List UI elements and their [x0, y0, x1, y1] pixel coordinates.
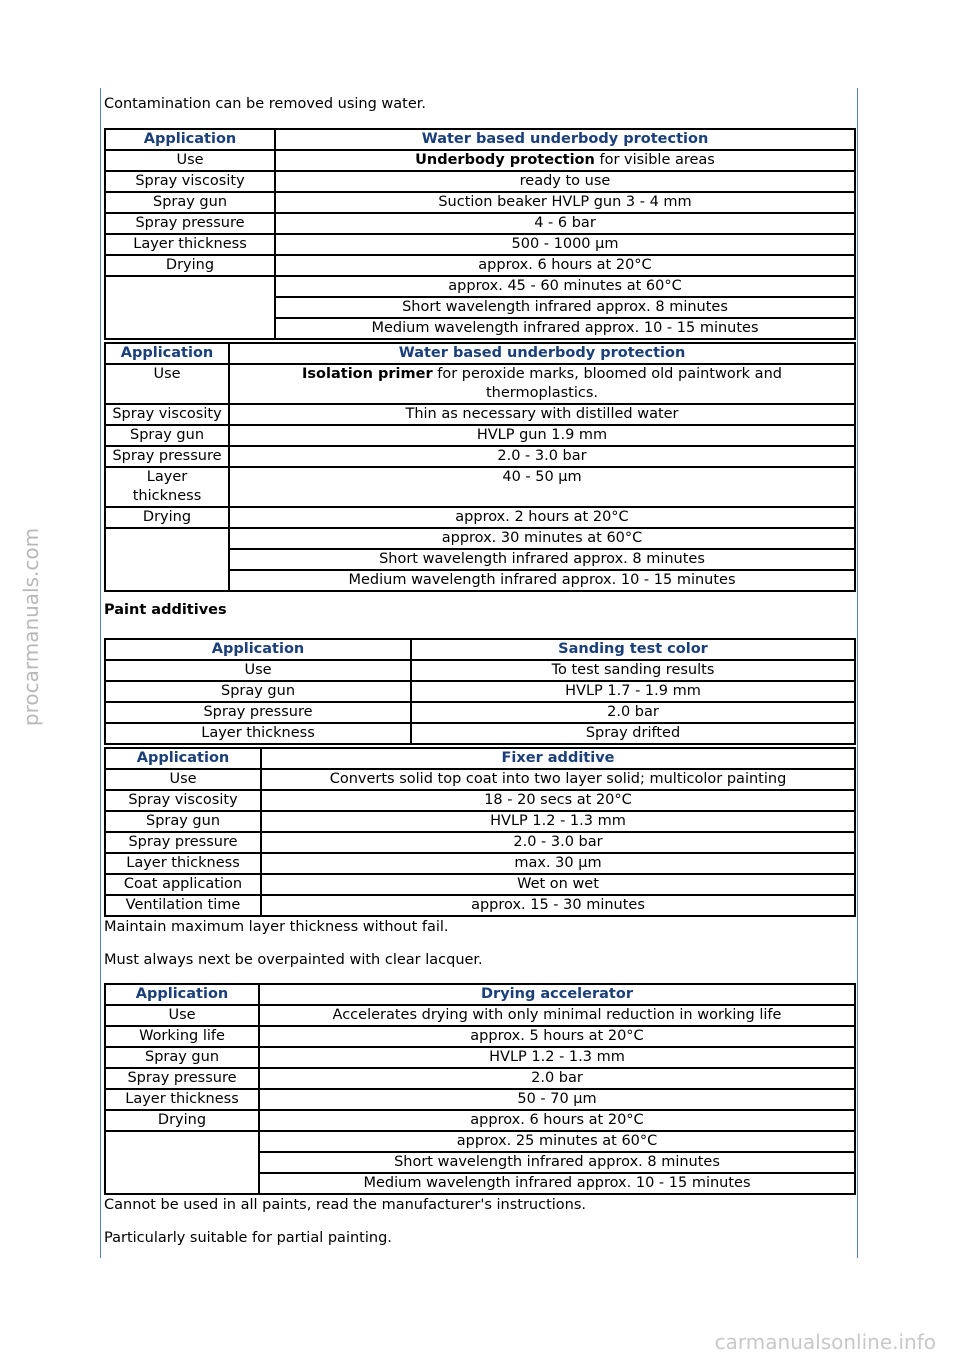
- row-label: Drying: [105, 507, 229, 528]
- table-row: [105, 276, 855, 297]
- row-label: Layer thickness: [105, 723, 411, 744]
- table-row: [105, 425, 855, 446]
- row-value: Suction beaker HVLP gun 3 - 4 mm: [275, 192, 855, 213]
- row-label: Layer thickness: [105, 234, 275, 255]
- row-label: Spray gun: [105, 811, 261, 832]
- use-bold-text: Underbody protection: [415, 152, 595, 168]
- row-label: Layer thickness: [105, 1089, 259, 1110]
- table-row: [105, 192, 855, 213]
- row-value: ready to use: [275, 171, 855, 192]
- row-value: 2.0 - 3.0 bar: [261, 832, 855, 853]
- row-value: 2.0 - 3.0 bar: [229, 446, 855, 467]
- table-row: [105, 1110, 855, 1131]
- table-row: [105, 1005, 855, 1026]
- row-value: Short wavelength infrared approx. 8 minutes: [275, 297, 855, 318]
- page-border-right: [857, 88, 858, 1258]
- row-value: 2.0 bar: [411, 702, 855, 723]
- row-label: Working life: [105, 1026, 259, 1047]
- table-row: [105, 446, 855, 467]
- row-value: approx. 15 - 30 minutes: [261, 895, 855, 916]
- header-application: Application: [105, 984, 259, 1005]
- row-label: Use: [105, 660, 411, 681]
- table-row: [105, 150, 855, 171]
- row-value: 500 - 1000 µm: [275, 234, 855, 255]
- row-value: Medium wavelength infrared approx. 10 - 15 minutes: [229, 570, 855, 591]
- row-value: Medium wavelength infrared approx. 10 - 15 minutes: [275, 318, 855, 339]
- table-row: [105, 702, 855, 723]
- row-value: Wet on wet: [261, 874, 855, 895]
- row-value: Thin as necessary with distilled water: [229, 404, 855, 425]
- table-row: [105, 681, 855, 702]
- row-value: approx. 5 hours at 20°C: [259, 1026, 855, 1047]
- table-row: [105, 769, 855, 790]
- use-bold-text: Isolation primer: [302, 366, 433, 382]
- row-label-empty: [105, 528, 229, 591]
- table-row: [105, 723, 855, 744]
- header-product: Drying accelerator: [259, 984, 855, 1005]
- table-row: [105, 832, 855, 853]
- row-value: approx. 6 hours at 20°C: [259, 1110, 855, 1131]
- spec-table-sanding-test-color: [104, 638, 856, 745]
- row-value: 4 - 6 bar: [275, 213, 855, 234]
- table-row: [105, 895, 855, 916]
- table-row: [105, 364, 855, 404]
- row-label: Use: [105, 364, 229, 404]
- use-rest-text: for peroxide marks, bloomed old paintwork and thermoplastics.: [432, 366, 782, 401]
- spec-table-fixer-additive: [104, 747, 856, 917]
- intro-text: Contamination can be removed using water.: [104, 96, 427, 112]
- row-value: HVLP gun 1.9 mm: [229, 425, 855, 446]
- table-row: [105, 853, 855, 874]
- row-value: 18 - 20 secs at 20°C: [261, 790, 855, 811]
- table-row: [105, 1026, 855, 1047]
- table-row: [105, 660, 855, 681]
- table-row: [105, 1068, 855, 1089]
- row-value: approx. 30 minutes at 60°C: [229, 528, 855, 549]
- row-label: Spray pressure: [105, 832, 261, 853]
- row-value: Converts solid top coat into two layer solid; multicolor painting: [261, 769, 855, 790]
- row-label: Drying: [105, 1110, 259, 1131]
- header-product: Water based underbody protection: [275, 129, 855, 150]
- table-row: [105, 1089, 855, 1110]
- header-product: Water based underbody protection: [229, 343, 855, 364]
- use-rest-text: for visible areas: [594, 152, 715, 168]
- row-label: Spray pressure: [105, 702, 411, 723]
- table-row: [105, 171, 855, 192]
- row-label: Spray pressure: [105, 213, 275, 234]
- table-row: [105, 467, 855, 507]
- row-value: 50 - 70 µm: [259, 1089, 855, 1110]
- header-product: Fixer additive: [261, 748, 855, 769]
- spec-table-underbody: [104, 128, 856, 340]
- row-label: Spray pressure: [105, 1068, 259, 1089]
- table-row: [105, 234, 855, 255]
- row-label: Layer thickness: [105, 853, 261, 874]
- row-value: Short wavelength infrared approx. 8 minutes: [259, 1152, 855, 1173]
- table-header-row: [105, 748, 855, 769]
- table-row: [105, 213, 855, 234]
- header-application: Application: [105, 639, 411, 660]
- row-label: Spray gun: [105, 425, 229, 446]
- row-label-empty: [105, 276, 275, 339]
- table-row: [105, 790, 855, 811]
- row-value: approx. 2 hours at 20°C: [229, 507, 855, 528]
- row-value: approx. 25 minutes at 60°C: [259, 1131, 855, 1152]
- row-label: Coat application: [105, 874, 261, 895]
- note-text: Cannot be used in all paints, read the manufacturer's instructions.: [104, 1197, 587, 1213]
- table-header-row: [105, 343, 855, 364]
- row-value: Medium wavelength infrared approx. 10 - 15 minutes: [259, 1173, 855, 1194]
- row-value: max. 30 µm: [261, 853, 855, 874]
- note-text: Maintain maximum layer thickness without fail.: [104, 919, 449, 935]
- header-product: Sanding test color: [411, 639, 855, 660]
- spec-table-drying-accelerator: [104, 983, 856, 1195]
- row-label: Use: [105, 150, 275, 171]
- row-value: HVLP 1.2 - 1.3 mm: [261, 811, 855, 832]
- header-application: Application: [105, 748, 261, 769]
- page-border-left: [100, 88, 101, 1258]
- row-label: Spray viscosity: [105, 790, 261, 811]
- row-value: Short wavelength infrared approx. 8 minutes: [229, 549, 855, 570]
- row-value: approx. 6 hours at 20°C: [275, 255, 855, 276]
- row-value: [229, 364, 855, 404]
- table-row: [105, 1047, 855, 1068]
- row-value: Spray drifted: [411, 723, 855, 744]
- table-header-row: [105, 639, 855, 660]
- row-label: Use: [105, 1005, 259, 1026]
- row-value: 40 - 50 µm: [229, 467, 855, 507]
- row-value: 2.0 bar: [259, 1068, 855, 1089]
- side-watermark: [16, 500, 46, 760]
- table-header-row: [105, 129, 855, 150]
- row-label: Spray viscosity: [105, 171, 275, 192]
- row-label: Spray gun: [105, 1047, 259, 1068]
- table-row: [105, 404, 855, 425]
- spec-table-isolation-primer: [104, 342, 856, 592]
- row-label-empty: [105, 1131, 259, 1194]
- row-value: HVLP 1.2 - 1.3 mm: [259, 1047, 855, 1068]
- row-value: [275, 150, 855, 171]
- row-value: approx. 45 - 60 minutes at 60°C: [275, 276, 855, 297]
- document-content: [104, 94, 856, 1248]
- table-row: [105, 528, 855, 549]
- row-label: Spray viscosity: [105, 404, 229, 425]
- row-label: Layer thickness: [105, 467, 229, 507]
- bottom-watermark: carmanualsonline.info: [714, 1330, 936, 1354]
- row-value: Accelerates drying with only minimal reduction in working life: [259, 1005, 855, 1026]
- table-row: [105, 1131, 855, 1152]
- row-label: Spray gun: [105, 681, 411, 702]
- note-text: Particularly suitable for partial painting.: [104, 1230, 392, 1246]
- table-row: [105, 874, 855, 895]
- row-label: Drying: [105, 255, 275, 276]
- row-label: Use: [105, 769, 261, 790]
- header-application: Application: [105, 343, 229, 364]
- section-heading: Paint additives: [104, 602, 227, 618]
- row-label: Ventilation time: [105, 895, 261, 916]
- side-watermark-text: procarmanuals.com: [19, 527, 43, 727]
- note-text: Must always next be overpainted with clear lacquer.: [104, 952, 483, 968]
- row-value: To test sanding results: [411, 660, 855, 681]
- row-value: HVLP 1.7 - 1.9 mm: [411, 681, 855, 702]
- header-application: Application: [105, 129, 275, 150]
- table-row: [105, 507, 855, 528]
- table-header-row: [105, 984, 855, 1005]
- row-label: Spray pressure: [105, 446, 229, 467]
- table-row: [105, 811, 855, 832]
- table-row: [105, 255, 855, 276]
- row-label: Spray gun: [105, 192, 275, 213]
